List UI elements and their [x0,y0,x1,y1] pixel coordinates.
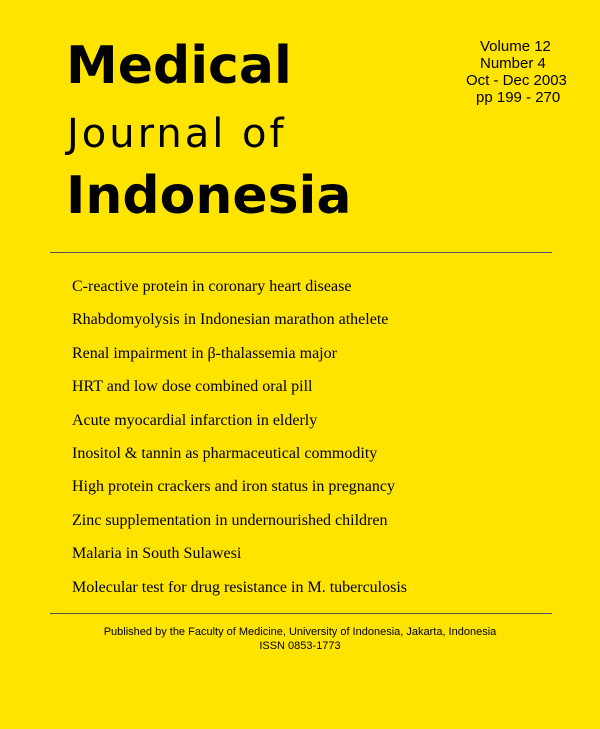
article-title: Molecular test for drug resistance in M. tuberculosis [72,578,408,596]
article-title: High protein crackers and iron status in pregnancy [72,478,396,496]
issue-volume: Volume 12 [480,38,551,55]
article-list [72,274,552,608]
publisher-line: Published by the Faculty of Medicine, University of Indonesia, Jakarta, Indonesia [103,626,497,638]
issn-line: ISSN 0853-1773 [259,640,341,652]
divider-bottom [50,613,552,614]
title-medical: Medical [66,36,292,96]
title-journal-of: Journal of [67,111,287,157]
article-title: Rhabdomyolysis in Indonesian marathon athelete [72,311,389,329]
title-indonesia: Indonesia [66,166,352,226]
issue-number: Number 4 [480,55,546,72]
article-title: Renal impairment in β-thalassemia major [72,344,337,362]
article-title: C-reactive protein in coronary heart disease [72,278,352,295]
issue-period: Oct - Dec 2003 [466,72,567,89]
issue-info [466,38,567,106]
article-title: Malaria in South Sulawesi [72,545,242,563]
article-title: HRT and low dose combined oral pill [72,378,313,396]
divider-top [50,252,552,253]
publisher-footer [0,625,600,653]
article-title: Zinc supplementation in undernourished children [72,511,388,529]
article-title: Acute myocardial infarction in elderly [72,411,318,429]
article-title: Inositol & tannin as pharmaceutical commodity [72,444,378,462]
issue-pages: pp 199 - 270 [476,89,561,106]
